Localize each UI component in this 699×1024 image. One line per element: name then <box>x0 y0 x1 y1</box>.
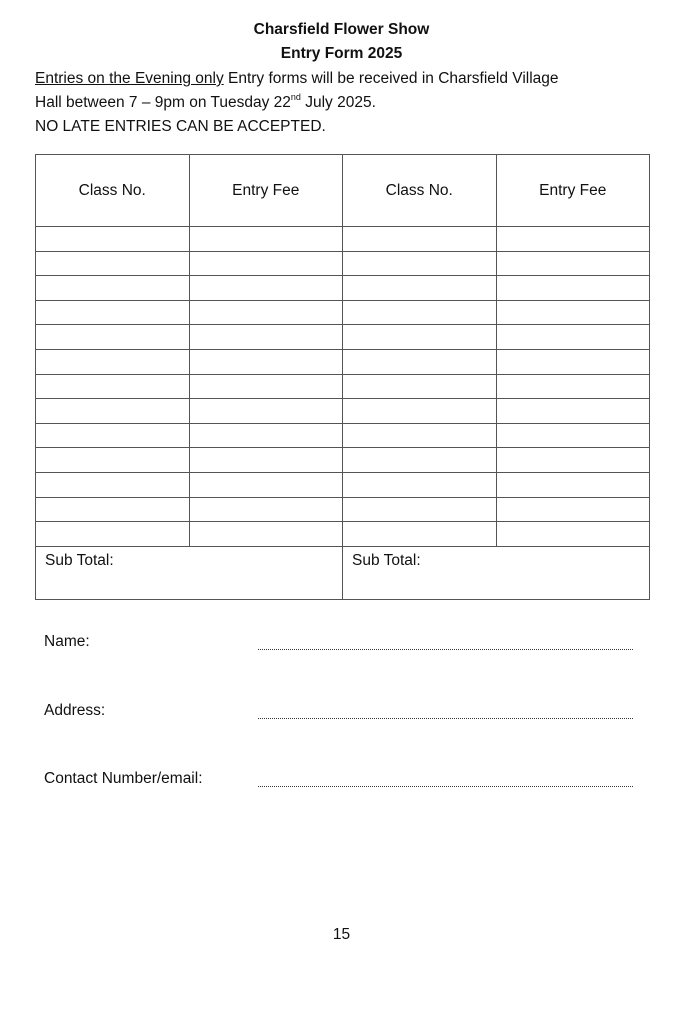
late-entries-notice: NO LATE ENTRIES CAN BE ACCEPTED. <box>35 118 326 135</box>
name-input-line[interactable] <box>258 633 633 650</box>
column-header-class-no: Class No. <box>36 155 190 227</box>
intro-line-2-text: Hall between 7 – 9pm on Tuesday 22 <box>35 94 291 111</box>
column-header-entry-fee: Entry Fee <box>496 155 650 227</box>
entry-fee-cell[interactable] <box>496 227 650 252</box>
entry-fee-cell[interactable] <box>189 251 343 276</box>
entry-fee-cell[interactable] <box>496 276 650 301</box>
subtotal-cell-left[interactable]: Sub Total: <box>36 546 343 599</box>
address-field <box>44 702 644 726</box>
table-row <box>36 300 650 325</box>
class-no-cell[interactable] <box>36 300 190 325</box>
class-no-cell[interactable] <box>36 423 190 448</box>
class-no-cell[interactable] <box>36 497 190 522</box>
contact-input-line[interactable] <box>258 770 633 787</box>
page-number: 15 <box>332 926 351 943</box>
intro-line-1-text: Entry forms will be received in Charsfield Village <box>223 70 559 87</box>
entry-fee-cell[interactable] <box>189 300 343 325</box>
entry-fee-cell[interactable] <box>496 522 650 547</box>
class-no-cell[interactable] <box>36 522 190 547</box>
table-row <box>36 497 650 522</box>
entry-fee-cell[interactable] <box>189 399 343 424</box>
entry-fee-cell[interactable] <box>496 349 650 374</box>
class-no-cell[interactable] <box>343 472 497 497</box>
contact-label: Contact Number/email: <box>44 770 203 787</box>
table-row <box>36 276 650 301</box>
table-row <box>36 227 650 252</box>
entry-fee-cell[interactable] <box>189 325 343 350</box>
class-no-cell[interactable] <box>36 251 190 276</box>
subtotal-cell-right[interactable]: Sub Total: <box>343 546 650 599</box>
class-no-cell[interactable] <box>343 276 497 301</box>
class-no-cell[interactable] <box>343 497 497 522</box>
class-no-cell[interactable] <box>36 399 190 424</box>
name-label: Name: <box>44 633 90 650</box>
table-row <box>36 374 650 399</box>
subtotal-row <box>36 546 650 599</box>
intro-line-1 <box>35 67 675 91</box>
intro-line-2 <box>35 91 675 115</box>
entry-fee-cell[interactable] <box>189 522 343 547</box>
entry-fee-cell[interactable] <box>496 300 650 325</box>
class-no-cell[interactable] <box>343 448 497 473</box>
class-no-cell[interactable] <box>36 227 190 252</box>
entry-fee-cell[interactable] <box>189 497 343 522</box>
intro-line-2-end: July 2025. <box>300 94 376 111</box>
entry-fee-cell[interactable] <box>496 374 650 399</box>
entry-fee-cell[interactable] <box>189 472 343 497</box>
entry-fee-cell[interactable] <box>496 472 650 497</box>
entry-table <box>35 154 650 600</box>
class-no-cell[interactable] <box>36 472 190 497</box>
column-header-class-no: Class No. <box>343 155 497 227</box>
class-no-cell[interactable] <box>343 349 497 374</box>
entry-fee-cell[interactable] <box>496 497 650 522</box>
class-no-cell[interactable] <box>36 349 190 374</box>
class-no-cell[interactable] <box>343 399 497 424</box>
date-ordinal: nd <box>290 92 301 102</box>
entry-fee-cell[interactable] <box>189 423 343 448</box>
class-no-cell[interactable] <box>343 423 497 448</box>
class-no-cell[interactable] <box>36 276 190 301</box>
table-row <box>36 448 650 473</box>
entry-fee-cell[interactable] <box>496 448 650 473</box>
table-row <box>36 349 650 374</box>
form-subtitle: Entry Form 2025 <box>280 45 403 62</box>
table-row <box>36 325 650 350</box>
table-row <box>36 472 650 497</box>
class-no-cell[interactable] <box>36 448 190 473</box>
intro-emphasis: Entries on the Evening only <box>35 70 224 87</box>
entry-fee-cell[interactable] <box>496 325 650 350</box>
class-no-cell[interactable] <box>343 251 497 276</box>
entry-fee-cell[interactable] <box>189 349 343 374</box>
table-row <box>36 423 650 448</box>
entry-fee-cell[interactable] <box>189 374 343 399</box>
entry-fee-cell[interactable] <box>496 399 650 424</box>
address-input-line[interactable] <box>258 702 633 719</box>
class-no-cell[interactable] <box>343 227 497 252</box>
column-header-entry-fee: Entry Fee <box>189 155 343 227</box>
table-header-row <box>36 155 650 227</box>
table-row <box>36 522 650 547</box>
class-no-cell[interactable] <box>343 374 497 399</box>
entry-fee-cell[interactable] <box>189 276 343 301</box>
class-no-cell[interactable] <box>343 522 497 547</box>
table-row <box>36 251 650 276</box>
class-no-cell[interactable] <box>343 325 497 350</box>
entry-fee-cell[interactable] <box>189 227 343 252</box>
name-field <box>44 633 644 657</box>
address-label: Address: <box>44 702 106 719</box>
class-no-cell[interactable] <box>36 374 190 399</box>
class-no-cell[interactable] <box>36 325 190 350</box>
table-row <box>36 399 650 424</box>
contact-field <box>44 770 644 794</box>
class-no-cell[interactable] <box>343 300 497 325</box>
form-title: Charsfield Flower Show <box>253 21 430 38</box>
entry-fee-cell[interactable] <box>496 251 650 276</box>
entry-fee-cell[interactable] <box>496 423 650 448</box>
entry-fee-cell[interactable] <box>189 448 343 473</box>
